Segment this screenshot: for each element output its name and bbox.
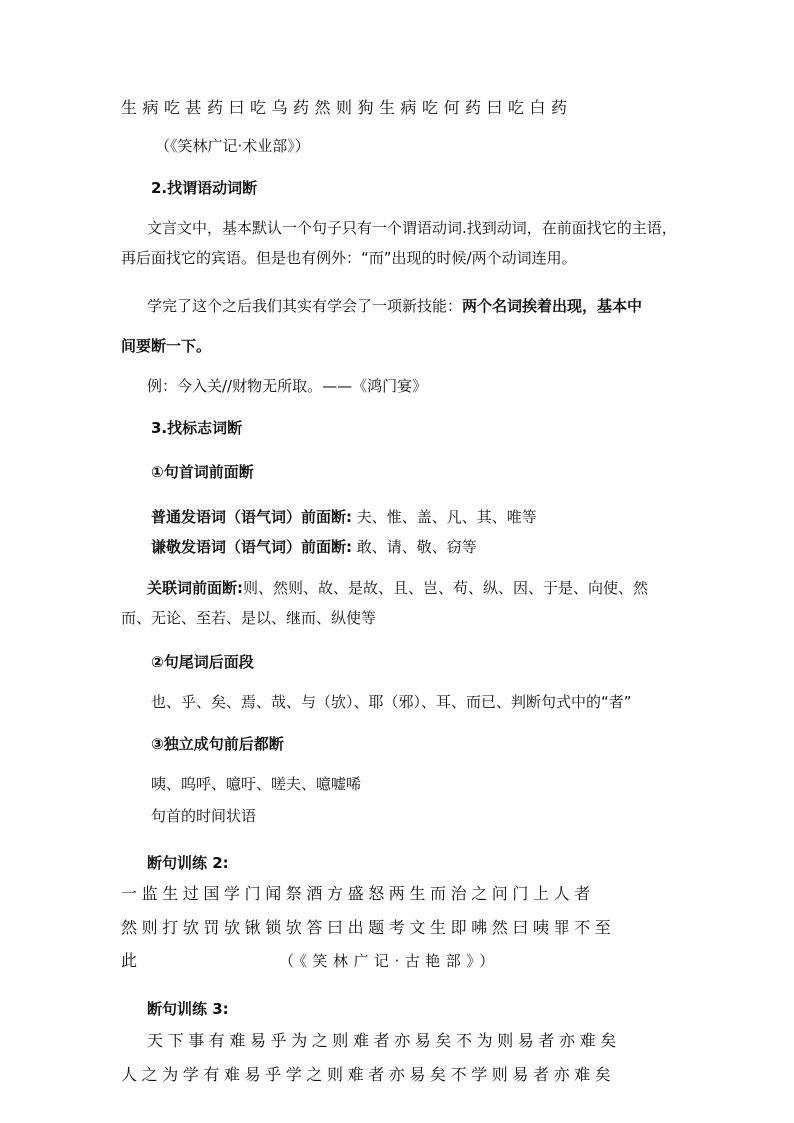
exercise-line: 天下事有难易乎为之则难者亦易矣不为则易者亦难矣 bbox=[147, 1031, 621, 1050]
term-line bbox=[147, 578, 648, 598]
term-list: 咦、呜呼、噫吁、嗟夫、噫嘘唏 bbox=[151, 775, 362, 793]
term-list: 夫、惟、盖、凡、其、唯等 bbox=[356, 508, 537, 526]
exercise-line: 此 bbox=[121, 951, 138, 970]
passage-line: 生病吃甚药曰吃乌药然则狗生病吃何药曰吃白药 bbox=[121, 98, 573, 117]
term-label: 普通发语词（语气词）前面断: bbox=[151, 508, 352, 526]
subsection-heading: ②句尾词后面段 bbox=[151, 653, 254, 671]
exercise-title: 断句训练 3: bbox=[147, 1000, 229, 1018]
paragraph-line: 再后面找它的宾语。但是也有例外：“而”出现的时候/两个动词连用。 bbox=[121, 249, 577, 267]
passage-source: （《笑林广记·术业部》） bbox=[155, 137, 310, 155]
term-list: 而、无论、至若、是以、继而、纵使等 bbox=[121, 609, 377, 627]
paragraph-line bbox=[147, 296, 642, 316]
paragraph-text: 学完了这个之后我们其实有学会了一项新技能： bbox=[147, 297, 463, 315]
section-heading: 3.找标志词断 bbox=[151, 419, 243, 437]
term-label: 谦敬发语词（语气词）前面断: bbox=[151, 538, 352, 556]
exercise-line: 人之为学有难易乎学之则难者亦易矣不学则易者亦难矣 bbox=[121, 1065, 616, 1084]
term-list: 句首的时间状语 bbox=[151, 807, 257, 825]
term-label: 关联词前面断: bbox=[147, 579, 243, 597]
emphasis-text: 间要断一下。 bbox=[121, 337, 212, 355]
term-line bbox=[151, 537, 477, 557]
section-heading: 2.找谓语动词断 bbox=[151, 179, 258, 197]
term-list: 也、乎、矣、焉、哉、与（欤）、耶（邪）、耳、而已、判断句式中的“者” bbox=[151, 693, 632, 711]
term-list: 则、然则、故、是故、且、岂、苟、纵、因、于是、向使、然 bbox=[243, 579, 649, 597]
term-list: 敢、请、敬、窃等 bbox=[356, 538, 477, 556]
exercise-line: 一监生过国学门闻祭酒方盛怒两生而治之问门上人者 bbox=[121, 884, 595, 903]
subsection-heading: ③独立成句前后都断 bbox=[151, 735, 284, 753]
paragraph-line: 文言文中，基本默认一个句子只有一个谓语动词.找到动词，在前面找它的主语， bbox=[147, 219, 677, 237]
exercise-source: （《笑林广记·古艳部》） bbox=[279, 952, 500, 970]
exercise-title: 断句训练 2: bbox=[147, 854, 229, 872]
term-line bbox=[151, 507, 537, 527]
subsection-heading: ①句首词前面断 bbox=[151, 463, 254, 481]
example-line: 例：今入关//财物无所取。——《鸿门宴》 bbox=[147, 377, 428, 395]
exercise-line: 然则打欤罚欤锹锁欤答曰出题考文生即咈然曰咦罪不至 bbox=[121, 918, 616, 937]
emphasis-text: 两个名词挨着出现，基本中 bbox=[462, 297, 643, 315]
